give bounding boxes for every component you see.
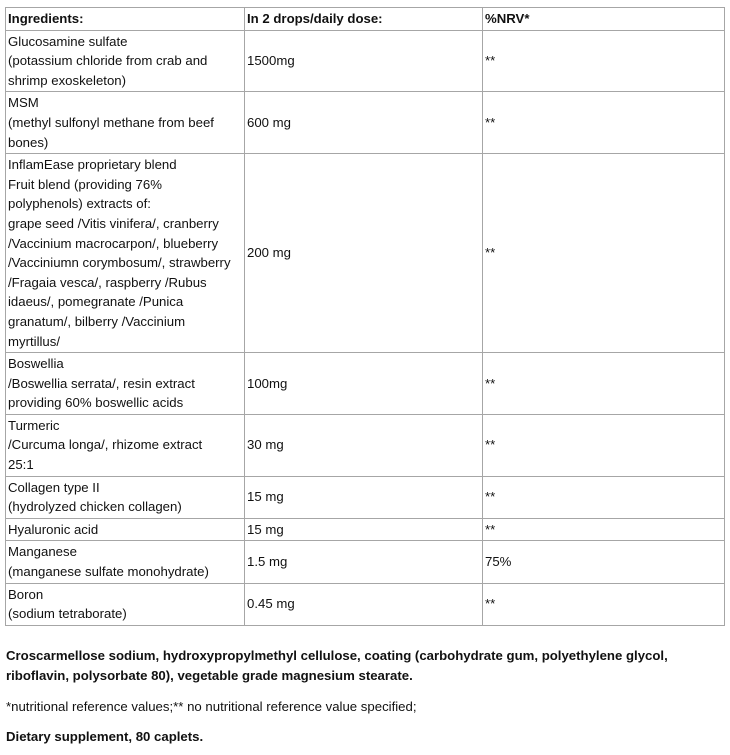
amount-cell: 15 mg bbox=[245, 518, 483, 541]
ingredient-line: Manganese bbox=[8, 544, 77, 560]
table-row bbox=[6, 30, 725, 92]
table-row bbox=[6, 583, 725, 625]
ingredient-cell bbox=[6, 414, 245, 476]
ingredient-cell bbox=[6, 92, 245, 154]
amount-cell: 1500mg bbox=[245, 30, 483, 92]
nrv-cell: ** bbox=[483, 353, 725, 415]
ingredient-cell bbox=[6, 30, 245, 92]
ingredient-line: providing 60% boswellic acids bbox=[8, 395, 184, 411]
header-nrv: %NRV* bbox=[483, 8, 725, 31]
amount-cell: 200 mg bbox=[245, 154, 483, 353]
amount-cell: 30 mg bbox=[245, 414, 483, 476]
ingredient-line: InflamEase proprietary blend bbox=[8, 157, 177, 173]
ingredient-line: (sodium tetraborate) bbox=[8, 606, 127, 622]
table-row bbox=[6, 154, 725, 353]
table-header-row bbox=[6, 8, 725, 31]
ingredient-line: myrtillus/ bbox=[8, 333, 61, 349]
ingredient-line: Boron bbox=[8, 586, 44, 602]
ingredient-line: Glucosamine sulfate bbox=[8, 33, 128, 49]
ingredient-line: Hyaluronic acid bbox=[8, 521, 99, 537]
ingredient-line: /Curcuma longa/, rhizome extract bbox=[8, 437, 203, 453]
amount-cell: 15 mg bbox=[245, 476, 483, 518]
nrv-cell: ** bbox=[483, 583, 725, 625]
ingredient-cell bbox=[6, 541, 245, 583]
ingredient-line: bones) bbox=[8, 134, 49, 150]
ingredient-line: Fruit blend (providing 76% bbox=[8, 176, 162, 192]
nrv-cell: ** bbox=[483, 154, 725, 353]
ingredient-line: (manganese sulfate monohydrate) bbox=[8, 564, 209, 580]
amount-cell: 0.45 mg bbox=[245, 583, 483, 625]
ingredient-line: granatum/, bilberry /Vaccinium bbox=[8, 313, 186, 329]
ingredient-line: /Vacciniumn corymbosum/, strawberry bbox=[8, 255, 231, 271]
dietary-supplement-note: Dietary supplement, 80 caplets. bbox=[6, 729, 204, 744]
nrv-cell: ** bbox=[483, 92, 725, 154]
table-row bbox=[6, 476, 725, 518]
ingredient-cell bbox=[6, 154, 245, 353]
nrv-cell: ** bbox=[483, 414, 725, 476]
ingredient-cell bbox=[6, 476, 245, 518]
ingredient-cell bbox=[6, 583, 245, 625]
amount-cell: 1.5 mg bbox=[245, 541, 483, 583]
ingredient-line: /Vaccinium macrocarpon/, blueberry bbox=[8, 235, 219, 251]
composition-text: Croscarmellose sodium, hydroxypropylmethyl cellulose, coating (carbohydrate gum, polyethylene glycol, riboflavin, polysorbate 80), vegetable grade magnesium stearate. bbox=[6, 648, 668, 683]
table-row bbox=[6, 92, 725, 154]
ingredient-line: Turmeric bbox=[8, 417, 60, 433]
ingredient-line: Collagen type II bbox=[8, 479, 100, 495]
nrv-cell: ** bbox=[483, 476, 725, 518]
table-row bbox=[6, 353, 725, 415]
ingredient-line: (methyl sulfonyl methane from beef bbox=[8, 114, 214, 130]
ingredient-line: shrimp exoskeleton) bbox=[8, 72, 127, 88]
ingredient-line: Boswellia bbox=[8, 356, 64, 372]
ingredient-line: 25:1 bbox=[8, 457, 34, 473]
header-dose: In 2 drops/daily dose: bbox=[245, 8, 483, 31]
nrv-cell: 75% bbox=[483, 541, 725, 583]
ingredient-line: grape seed /Vitis vinifera/, cranberry bbox=[8, 215, 219, 231]
table-row bbox=[6, 414, 725, 476]
ingredient-line: polyphenols) extracts of: bbox=[8, 196, 151, 212]
ingredients-table bbox=[5, 7, 725, 626]
header-ingredients: Ingredients: bbox=[6, 8, 245, 31]
ingredient-cell bbox=[6, 353, 245, 415]
ingredient-line: /Boswellia serrata/, resin extract bbox=[8, 375, 195, 391]
ingredient-line: MSM bbox=[8, 95, 39, 111]
amount-cell: 100mg bbox=[245, 353, 483, 415]
ingredient-line: /Fragaia vesca/, raspberry /Rubus bbox=[8, 274, 207, 290]
nrv-cell: ** bbox=[483, 518, 725, 541]
ingredient-line: (hydrolyzed chicken collagen) bbox=[8, 499, 182, 515]
amount-cell: 600 mg bbox=[245, 92, 483, 154]
ingredient-line: idaeus/, pomegranate /Punica bbox=[8, 294, 184, 310]
ingredient-line: (potassium chloride from crab and bbox=[8, 53, 208, 69]
nrv-cell: ** bbox=[483, 30, 725, 92]
ingredient-cell bbox=[6, 518, 245, 541]
nrv-footnote: *nutritional reference values;** no nutritional reference value specified; bbox=[6, 699, 417, 714]
table-row bbox=[6, 518, 725, 541]
table-row bbox=[6, 541, 725, 583]
